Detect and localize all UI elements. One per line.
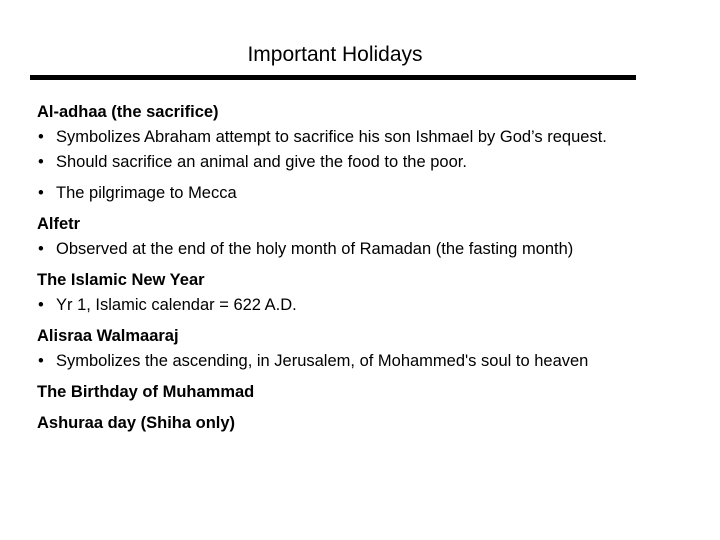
bullet-mark: • bbox=[38, 128, 44, 146]
bullet-mark: • bbox=[38, 296, 44, 314]
section-heading-ashuraa: Ashuraa day (Shiha only) bbox=[37, 414, 236, 432]
bullet-item bbox=[37, 181, 707, 206]
bullet-text: The pilgrimage to Mecca bbox=[56, 184, 237, 202]
holiday-list bbox=[37, 100, 707, 436]
bullet-mark: • bbox=[38, 240, 44, 258]
title-divider bbox=[30, 75, 636, 80]
bullet-text: Symbolizes Abraham attempt to sacrifice his son Ishmael by God’s request. bbox=[56, 128, 607, 146]
bullet-item bbox=[37, 293, 707, 318]
bullet-text: Yr 1, Islamic calendar = 622 A.D. bbox=[56, 296, 297, 314]
bullet-mark: • bbox=[38, 153, 44, 171]
bullet-text: Should sacrifice an animal and give the food to the poor. bbox=[56, 153, 467, 171]
bullet-mark: • bbox=[38, 352, 44, 370]
section-heading-aladhaa: Al-adhaa (the sacrifice) bbox=[37, 103, 219, 121]
section-heading-new-year: The Islamic New Year bbox=[37, 271, 205, 289]
bullet-item bbox=[37, 237, 707, 262]
section-heading-alisraa: Alisraa Walmaaraj bbox=[37, 327, 179, 345]
bullet-item bbox=[37, 349, 707, 374]
bullet-text: Symbolizes the ascending, in Jerusalem, of Mohammed's soul to heaven bbox=[56, 352, 589, 370]
bullet-text: Observed at the end of the holy month of Ramadan (the fasting month) bbox=[56, 240, 574, 258]
bullet-mark: • bbox=[38, 184, 44, 202]
section-heading-birthday: The Birthday of Muhammad bbox=[37, 383, 255, 401]
page-title: Important Holidays bbox=[247, 43, 423, 66]
bullet-item bbox=[37, 150, 707, 175]
bullet-item bbox=[37, 125, 707, 150]
section-heading-alfetr: Alfetr bbox=[37, 215, 81, 233]
